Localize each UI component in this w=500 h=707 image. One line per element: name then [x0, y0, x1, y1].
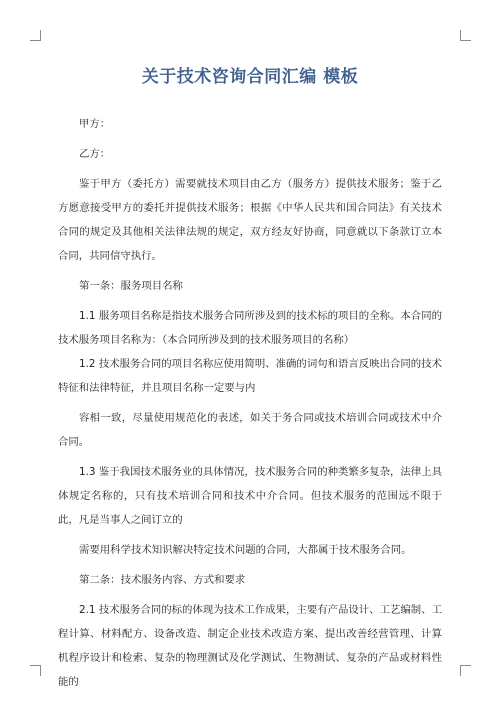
article-2-heading: 第二条：技术服务内容、方式和要求 [79, 574, 246, 586]
crop-mark-top-left [30, 30, 41, 41]
crop-mark-top-right [460, 30, 471, 41]
article-1-heading: 第一条：服务项目名称 [79, 280, 183, 292]
clause-1-2-continued: 容相一致，尽量使用规范化的表述，如关于务合同或技术培训合同或技术中介合同。 [58, 412, 442, 448]
clause-2-1: 2.1 技术服务合同的标的体现为技术工作成果，主要有产品设计、工艺编制、工程计算、材料配方、设备改造、制定企业技术改造方案、提出改善经营管理、计算机程序设计和检索、复杂的物理测试及化学测试、生物测试、复杂的产品或材料性能的 [58, 604, 442, 688]
document-title: 关于技术咨询合同汇编 模板 [141, 67, 359, 87]
crop-mark-bottom-right [460, 665, 471, 676]
document-body [58, 112, 442, 694]
party-a-line: 甲方： [79, 118, 111, 130]
clause-1-1: 1.1 服务项目名称是指技术服务合同所涉及到的技术标的项目的全称。本合同的技术服务项目名称为：（本合同所涉及到的技术服务项目的名称） [58, 310, 442, 346]
party-b-line: 乙方： [79, 148, 111, 160]
clause-1-3: 1.3 鉴于我国技术服务业的具体情况，技术服务合同的种类繁多复杂，法律上具体规定名称的，只有技术培训合同和技术中介合同。但技术服务的范围远不限于此，凡是当事人之间订立的 [58, 466, 442, 526]
crop-mark-bottom-left [30, 665, 41, 676]
preamble-paragraph: 鉴于甲方（委托方）需要就技术项目由乙方（服务方）提供技术服务；鉴于乙方愿意接受甲方的委托并提供技术服务；根据《中华人民共和国合同法》有关技术合同的规定及其他相关法律法规的规定，双方经友好协商，同意就以下条款订立本合同，共同信守执行。 [58, 178, 442, 262]
clause-1-3-continued: 需要用科学技术知识解决特定技术问题的合同，大都属于技术服务合同。 [79, 544, 412, 556]
clause-1-2: 1.2 技术服务合同的项目名称应使用简明、准确的词句和语言反映出合同的技术特征和法律特征，并且项目名称一定要与内 [58, 358, 442, 394]
